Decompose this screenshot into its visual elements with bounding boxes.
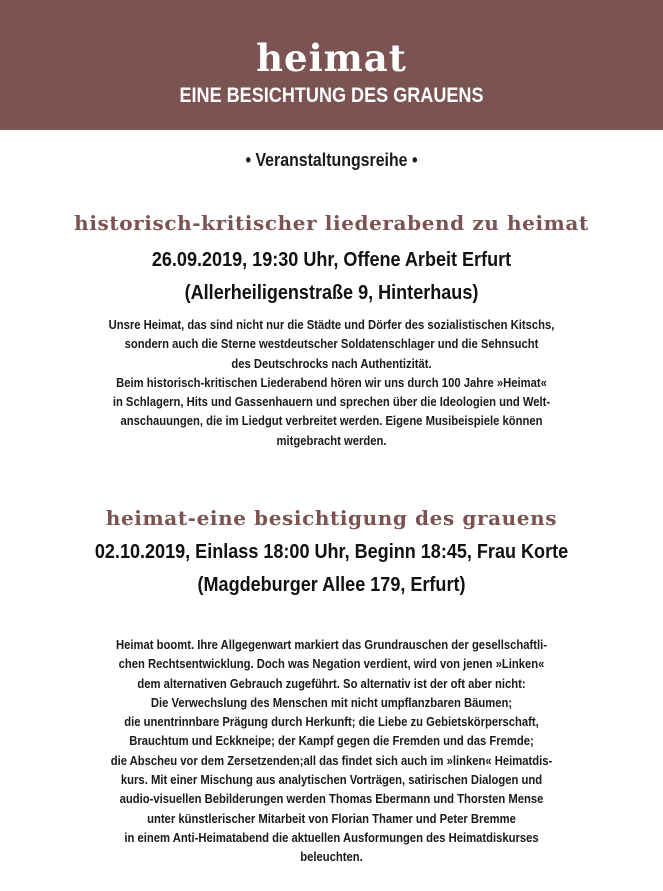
event-2-date: 02.10.2019, Einlass 18:00 Uhr, Beginn 18:45, Frau Korte	[94, 540, 569, 563]
desc-line: beleuchten.	[300, 850, 363, 865]
event-1-date: 26.09.2019, 19:30 Uhr, Offene Arbeit Erfurt	[151, 248, 512, 271]
desc-line: chen Rechtsentwicklung. Doch was Negation verdient, wird von jenen »Linken«	[118, 657, 545, 672]
event-2-address: (Magdeburger Allee 179, Erfurt)	[197, 573, 466, 596]
desc-line: Die Verwechslung des Menschen mit nicht umpflanzbaren Bäumen;	[150, 695, 513, 710]
header-subtitle: EINE BESICHTUNG DES GRAUENS	[179, 84, 484, 107]
event-1-address: (Allerheiligenstraße 9, Hinterhaus)	[184, 281, 479, 304]
desc-line: in Schlagern, Hits und Gassenhauern und sprechen über die Ideologien und Welt-	[112, 395, 551, 410]
event-2-description	[33, 636, 630, 868]
event-1-title: historisch-kritischer liederabend zu heimat	[74, 211, 589, 235]
desc-line: Beim historisch-kritischen Liederabend hören wir uns durch 100 Jahre »Heimat«	[116, 375, 547, 390]
event-2-title: heimat-eine besichtigung des grauens	[105, 506, 558, 530]
desc-line: Heimat boomt. Ihre Allgegenwart markiert das Grundrauschen der gesellschaftli-	[116, 638, 547, 652]
desc-line: Unsre Heimat, das sind nicht nur die Städte und Dörfer des sozialistischen Kitschs,	[108, 318, 555, 332]
desc-line: unter künstlerischer Mitarbeit von Florian Thamer und Peter Bremme	[147, 811, 516, 826]
desc-line: in einem Anti-Heimatabend die aktuellen Ausformungen des Heimatdiskurses	[124, 830, 539, 845]
event-1-description	[33, 316, 630, 451]
desc-line: die Abscheu vor dem Zersetzenden;all das findet sich auch im »linken« Heimatdis-	[110, 753, 553, 768]
desc-line: dem alternativen Gebrauch zugeführt. So alternativ ist der oft aber nicht:	[137, 676, 526, 691]
desc-line: die unentrinnbare Prägung durch Herkunft; die Liebe zu Gebietskörperschaft,	[124, 715, 539, 730]
desc-line: anschauungen, die im Liedgut verbreitet werden. Eigene Musibeispiele können	[120, 414, 543, 429]
brand-title: heimat	[256, 36, 407, 80]
desc-line: sondern auch die Sterne westdeutscher Soldatenschlager und die Sehnsucht	[124, 337, 539, 352]
desc-line: des Deutschrocks nach Authentizität.	[231, 356, 432, 371]
desc-line: audio-visuellen Bebilderungen werden Thomas Ebermann und Thorsten Mense	[119, 792, 544, 807]
header-banner	[0, 0, 663, 130]
series-label: • Veranstaltungsreihe •	[245, 149, 418, 170]
desc-line: kurs. Mit einer Mischung aus analytischen Vorträgen, satirischen Dialogen und	[120, 773, 543, 788]
desc-line: Brauchtum und Eckkneipe; der Kampf gegen die Fremden und das Fremde;	[129, 734, 534, 749]
desc-line: mitgebracht werden.	[276, 433, 387, 448]
